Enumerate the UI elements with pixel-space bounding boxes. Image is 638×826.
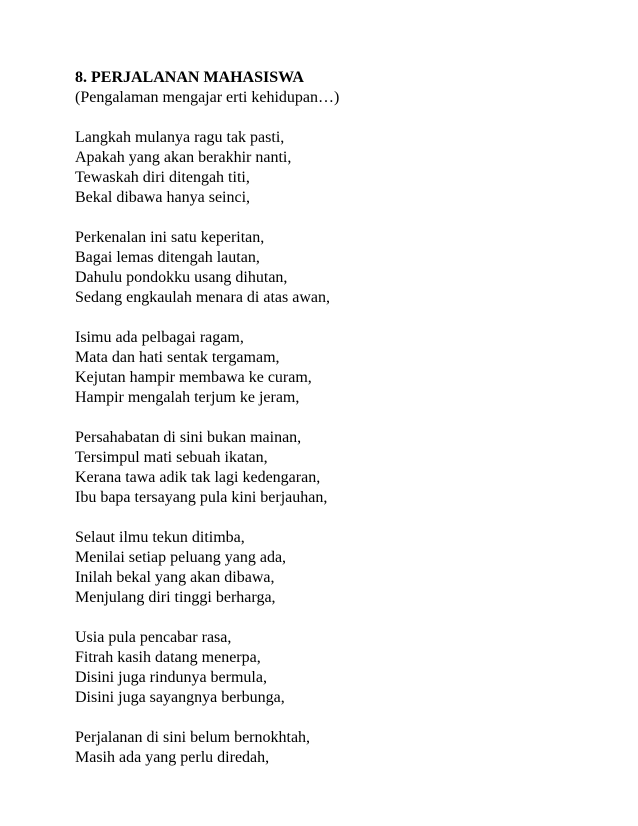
poem-line: Usia pula pencabar rasa, <box>75 629 232 646</box>
poem-line: Kerana tawa adik tak lagi kedengaran, <box>75 469 321 486</box>
stanza-7 <box>75 728 595 768</box>
poem-line: Hampir mengalah terjum ke jeram, <box>75 389 300 406</box>
stanza-5 <box>75 528 595 608</box>
stanza-2 <box>75 228 595 308</box>
poem-line: Disini juga sayangnya berbunga, <box>75 689 285 706</box>
poem-line: Disini juga rindunya bermula, <box>75 669 267 686</box>
poem-line: Bekal dibawa hanya seinci, <box>75 189 251 206</box>
poem-line: Perkenalan ini satu keperitan, <box>75 229 265 246</box>
document-page <box>75 68 595 788</box>
poem-line: Inilah bekal yang akan dibawa, <box>75 569 275 586</box>
poem-line: Mata dan hati sentak tergamam, <box>75 349 280 366</box>
poem-line: Kejutan hampir membawa ke curam, <box>75 369 312 386</box>
stanza-6 <box>75 628 595 708</box>
poem-subtitle: (Pengalaman mengajar erti kehidupan…) <box>75 89 340 106</box>
poem-line: Persahabatan di sini bukan mainan, <box>75 429 302 446</box>
poem-line: Masih ada yang perlu diredah, <box>75 749 270 766</box>
poem-line: Langkah mulanya ragu tak pasti, <box>75 129 285 146</box>
stanza-3 <box>75 328 595 408</box>
poem-line: Menjulang diri tinggi berharga, <box>75 589 276 606</box>
poem-line: Isimu ada pelbagai ragam, <box>75 329 244 346</box>
poem-line: Tewaskah diri ditengah titi, <box>75 169 250 186</box>
poem-line: Tersimpul mati sebuah ikatan, <box>75 449 268 466</box>
stanza-1 <box>75 128 595 208</box>
poem-line: Sedang engkaulah menara di atas awan, <box>75 289 331 306</box>
stanza-4 <box>75 428 595 508</box>
poem-line: Bagai lemas ditengah lautan, <box>75 249 260 266</box>
poem-line: Fitrah kasih datang menerpa, <box>75 649 261 666</box>
poem-line: Dahulu pondokku usang dihutan, <box>75 269 288 286</box>
poem-line: Ibu bapa tersayang pula kini berjauhan, <box>75 489 328 506</box>
poem-line: Perjalanan di sini belum bernokhtah, <box>75 729 311 746</box>
poem-title: 8. PERJALANAN MAHASISWA <box>75 69 304 86</box>
poem-line: Selaut ilmu tekun ditimba, <box>75 529 245 546</box>
poem-line: Apakah yang akan berakhir nanti, <box>75 149 292 166</box>
poem-line: Menilai setiap peluang yang ada, <box>75 549 287 566</box>
